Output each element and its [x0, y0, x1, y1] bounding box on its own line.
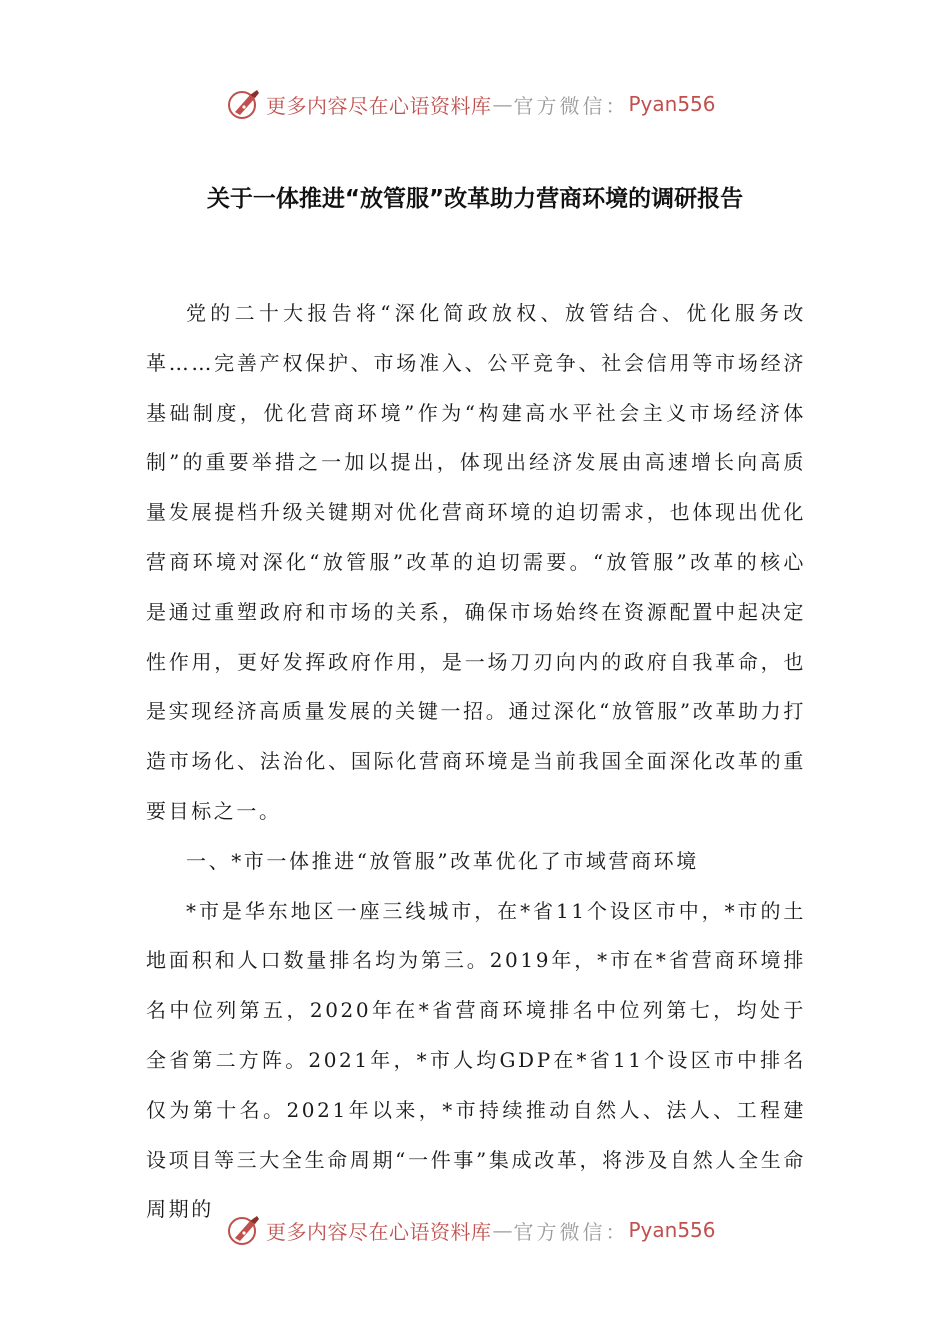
watermark-footer	[226, 1210, 716, 1250]
watermark-wechat-id: Pyan556	[628, 1218, 716, 1242]
document-body	[146, 289, 806, 1235]
body-paragraph-city: *市是华东地区一座三线城市，在*省11个设区市中，*市的土地面积和人口数量排名均为第三。2019年，*市在*省营商环境排名中位列第五，2020年在*省营商环境排名中位列第七，均处于全省第二方阵。2021年，*市人均GDP在*省11个设区市中排名仅为第十名。2021年以来，*市持续推动自然人、法人、工程建设项目等三大全生命周期“一件事”集成改革，将涉及自然人全生命周期的	[146, 898, 806, 1222]
watermark-brand-text: 更多内容尽在心语资料库	[266, 1219, 492, 1244]
section-heading-1: 一、*市一体推进“放管服”改革优化了市域营商环境	[186, 848, 699, 873]
pen-nib-logo-icon	[226, 1212, 262, 1248]
watermark-wechat-label: 官方微信：	[513, 1219, 629, 1244]
watermark-wechat-label: 官方微信：	[513, 93, 629, 118]
watermark-wechat-id: Pyan556	[628, 92, 716, 116]
body-paragraph-intro: 党的二十大报告将“深化简政放权、放管结合、优化服务改革……完善产权保护、市场准入、公平竞争、社会信用等市场经济基础制度，优化营商环境”作为“构建高水平社会主义市场经济体制”的重要举措之一加以提出，体现出经济发展由高速增长向高质量发展提档升级关键期对优化营商环境的迫切需求，也体现出优化营商环境对深化“放管服”改革的迫切需要。“放管服”改革的核心是通过重塑政府和市场的关系，确保市场始终在资源配置中起决定性作用，更好发挥政府作用，是一场刀刃向内的政府自我革命，也是实现经济高质量发展的关键一招。通过深化“放管服”改革助力打造市场化、法治化、国际化营商环境是当前我国全面深化改革的重要目标之一。	[146, 301, 806, 823]
watermark-dash: —	[492, 1218, 513, 1242]
watermark-brand-text: 更多内容尽在心语资料库	[266, 93, 492, 118]
document-title: 关于一体推进“放管服”改革助力营商环境的调研报告	[206, 186, 744, 212]
pen-nib-logo-icon	[226, 86, 262, 122]
watermark-header	[226, 84, 716, 124]
watermark-dash: —	[492, 92, 513, 116]
